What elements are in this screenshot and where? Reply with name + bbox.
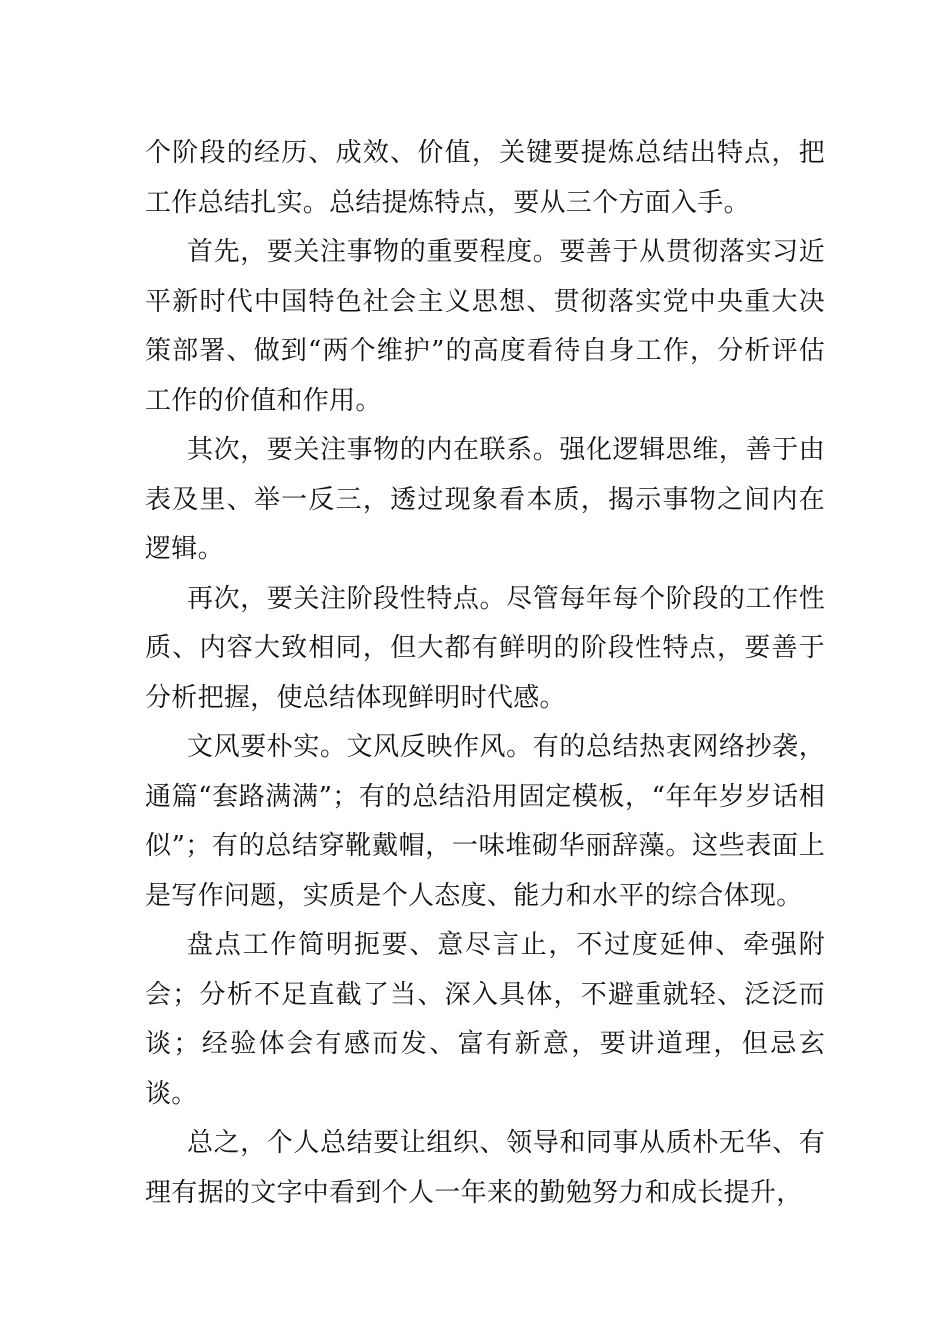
paragraph-review: 盘点工作简明扼要、意尽言止，不过度延伸、牵强附会；分析不足直截了当、深入具体，不避重就轻、泛泛而谈；经验体会有感而发、富有新意，要讲道理，但忌玄谈。 [145, 930, 825, 1109]
paragraph-connection: 其次，要关注事物的内在联系。强化逻辑思维，善于由表及里、举一反三，透过现象看本质，揭示事物之间内在逻辑。 [145, 435, 825, 564]
paragraph-stage: 再次，要关注阶段性特点。尽管每年每个阶段的工作性质、内容大致相同，但大都有鲜明的阶段性特点，要善于分析把握，使总结体现鲜明时代感。 [145, 583, 825, 713]
paragraph-importance: 首先，要关注事物的重要程度。要善于从贯彻落实习近平新时代中国特色社会主义思想、贯彻落实党中央重大决策部署、做到“两个维护”的高度看待自身工作，分析评估工作的价值和作用。 [145, 237, 825, 416]
paragraph-continuation: 个阶段的经历、成效、价值，关键要提炼总结出特点，把工作总结扎实。总结提炼特点，要从三个方面入手。 [145, 138, 825, 218]
document-body [145, 129, 825, 1218]
paragraph-style: 文风要朴实。文风反映作风。有的总结热衷网络抄袭，通篇“套路满满”；有的总结沿用固定模板，“年年岁岁话相似”；有的总结穿靴戴帽，一味堆砌华丽辞藻。这些表面上是写作问题，实质是个人态度、能力和水平的综合体现。 [145, 732, 825, 911]
paragraph-conclusion: 总之，个人总结要让组织、领导和同事从质朴无华、有理有据的文字中看到个人一年来的勤勉努力和成长提升， [145, 1128, 825, 1208]
